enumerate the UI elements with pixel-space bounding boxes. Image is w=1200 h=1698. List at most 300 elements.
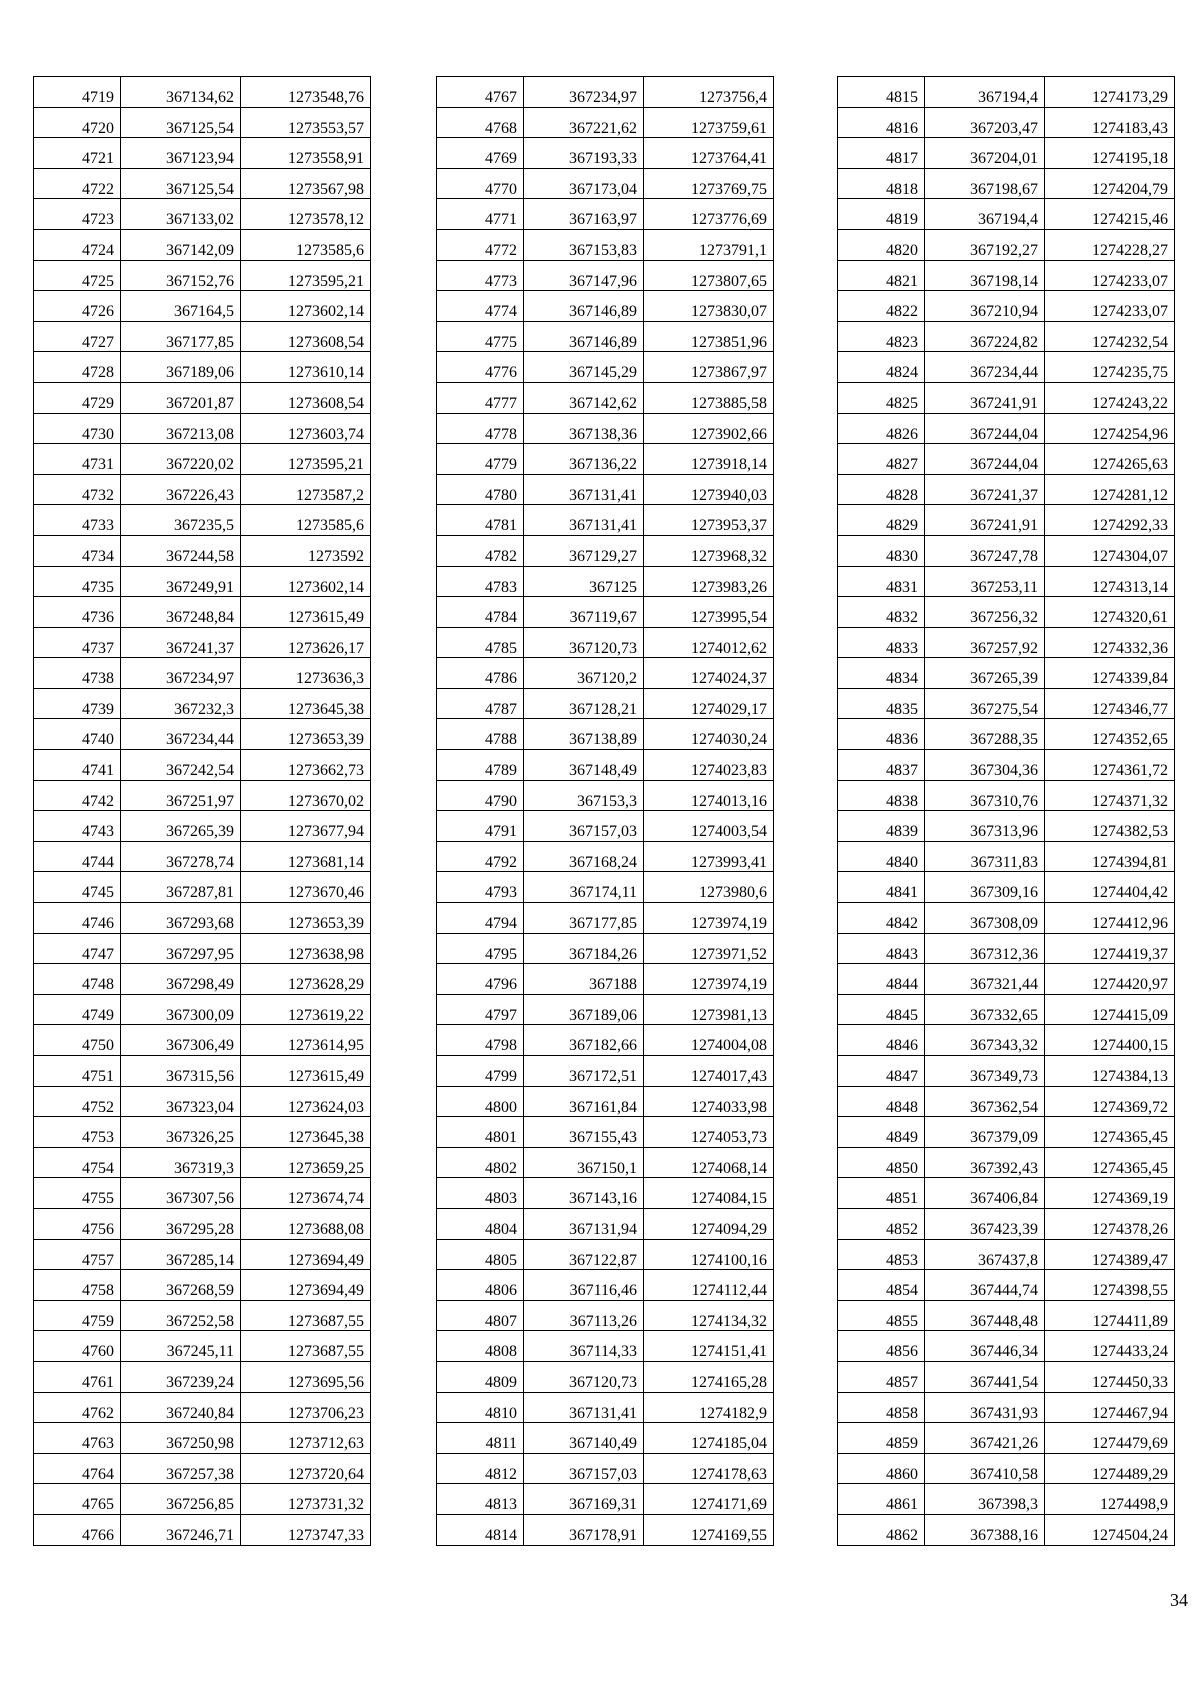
- x-coordinate-cell: 367275,54: [925, 688, 1045, 719]
- point-number-cell: 4813: [437, 1484, 524, 1515]
- y-coordinate-cell: 1274215,46: [1045, 199, 1175, 230]
- y-coordinate-cell: 1273653,39: [241, 903, 371, 934]
- y-coordinate-cell: 1274346,77: [1045, 688, 1175, 719]
- table-row: [838, 1331, 1175, 1362]
- point-number-cell: 4752: [34, 1086, 121, 1117]
- x-coordinate-cell: 367213,08: [121, 413, 241, 444]
- y-coordinate-cell: 1274151,41: [644, 1331, 774, 1362]
- y-coordinate-cell: 1274467,94: [1045, 1392, 1175, 1423]
- x-coordinate-cell: 367224,82: [925, 321, 1045, 352]
- x-coordinate-cell: 367398,3: [925, 1484, 1045, 1515]
- point-number-cell: 4736: [34, 597, 121, 628]
- table-row: [437, 1147, 774, 1178]
- point-number-cell: 4857: [838, 1361, 925, 1392]
- table-row: [34, 566, 371, 597]
- y-coordinate-cell: 1274378,26: [1045, 1208, 1175, 1239]
- table-row: [34, 199, 371, 230]
- y-coordinate-cell: 1274003,54: [644, 811, 774, 842]
- table-row: [437, 1361, 774, 1392]
- table-row: [838, 1056, 1175, 1087]
- y-coordinate-cell: 1274030,24: [644, 719, 774, 750]
- y-coordinate-cell: 1274400,15: [1045, 1025, 1175, 1056]
- table-row: [437, 841, 774, 872]
- y-coordinate-cell: 1273553,57: [241, 107, 371, 138]
- y-coordinate-cell: 1273670,46: [241, 872, 371, 903]
- point-number-cell: 4734: [34, 535, 121, 566]
- point-number-cell: 4824: [838, 352, 925, 383]
- y-coordinate-cell: 1273971,52: [644, 933, 774, 964]
- x-coordinate-cell: 367297,95: [121, 933, 241, 964]
- table-row: [34, 1300, 371, 1331]
- table-row: [838, 138, 1175, 169]
- y-coordinate-cell: 1274292,33: [1045, 505, 1175, 536]
- point-number-cell: 4737: [34, 627, 121, 658]
- y-coordinate-cell: 1274195,18: [1045, 138, 1175, 169]
- y-coordinate-cell: 1274024,37: [644, 658, 774, 689]
- table-row: [838, 199, 1175, 230]
- y-coordinate-cell: 1274178,63: [644, 1453, 774, 1484]
- point-number-cell: 4860: [838, 1453, 925, 1484]
- x-coordinate-cell: 367161,84: [524, 1086, 644, 1117]
- x-coordinate-cell: 367421,26: [925, 1423, 1045, 1454]
- y-coordinate-cell: 1273764,41: [644, 138, 774, 169]
- point-number-cell: 4829: [838, 505, 925, 536]
- x-coordinate-cell: 367437,8: [925, 1239, 1045, 1270]
- table-row: [437, 229, 774, 260]
- x-coordinate-cell: 367193,33: [524, 138, 644, 169]
- point-number-cell: 4773: [437, 260, 524, 291]
- point-number-cell: 4780: [437, 474, 524, 505]
- point-number-cell: 4769: [437, 138, 524, 169]
- table-row: [437, 1423, 774, 1454]
- table-row: [437, 352, 774, 383]
- point-number-cell: 4746: [34, 903, 121, 934]
- coordinates-table-1: [33, 76, 371, 1546]
- table-row: [34, 1514, 371, 1545]
- table-row: [34, 872, 371, 903]
- x-coordinate-cell: 367252,58: [121, 1300, 241, 1331]
- y-coordinate-cell: 1274183,43: [1045, 107, 1175, 138]
- point-number-cell: 4739: [34, 688, 121, 719]
- point-number-cell: 4804: [437, 1208, 524, 1239]
- table-row: [34, 964, 371, 995]
- point-number-cell: 4852: [838, 1208, 925, 1239]
- x-coordinate-cell: 367131,94: [524, 1208, 644, 1239]
- point-number-cell: 4823: [838, 321, 925, 352]
- table-row: [838, 474, 1175, 505]
- y-coordinate-cell: 1274450,33: [1045, 1361, 1175, 1392]
- x-coordinate-cell: 367125: [524, 566, 644, 597]
- x-coordinate-cell: 367146,89: [524, 291, 644, 322]
- table-row: [838, 1147, 1175, 1178]
- y-coordinate-cell: 1274235,75: [1045, 352, 1175, 383]
- point-number-cell: 4719: [34, 77, 121, 108]
- point-number-cell: 4797: [437, 994, 524, 1025]
- x-coordinate-cell: 367265,39: [121, 811, 241, 842]
- x-coordinate-cell: 367315,56: [121, 1056, 241, 1087]
- x-coordinate-cell: 367287,81: [121, 872, 241, 903]
- y-coordinate-cell: 1274112,44: [644, 1270, 774, 1301]
- point-number-cell: 4751: [34, 1056, 121, 1087]
- point-number-cell: 4792: [437, 841, 524, 872]
- x-coordinate-cell: 367379,09: [925, 1117, 1045, 1148]
- table-row: [838, 1423, 1175, 1454]
- y-coordinate-cell: 1274033,98: [644, 1086, 774, 1117]
- table-row: [838, 658, 1175, 689]
- table-row: [437, 903, 774, 934]
- x-coordinate-cell: 367343,32: [925, 1025, 1045, 1056]
- point-number-cell: 4819: [838, 199, 925, 230]
- table-row: [437, 872, 774, 903]
- point-number-cell: 4834: [838, 658, 925, 689]
- y-coordinate-cell: 1274419,37: [1045, 933, 1175, 964]
- y-coordinate-cell: 1273687,55: [241, 1300, 371, 1331]
- y-coordinate-cell: 1274100,16: [644, 1239, 774, 1270]
- x-coordinate-cell: 367143,16: [524, 1178, 644, 1209]
- table-row: [838, 964, 1175, 995]
- point-number-cell: 4826: [838, 413, 925, 444]
- x-coordinate-cell: 367244,58: [121, 535, 241, 566]
- y-coordinate-cell: 1273578,12: [241, 199, 371, 230]
- x-coordinate-cell: 367192,27: [925, 229, 1045, 260]
- table-body: [34, 77, 371, 1546]
- x-coordinate-cell: 367256,85: [121, 1484, 241, 1515]
- point-number-cell: 4766: [34, 1514, 121, 1545]
- table-row: [838, 229, 1175, 260]
- point-number-cell: 4757: [34, 1239, 121, 1270]
- point-number-cell: 4791: [437, 811, 524, 842]
- table-row: [437, 321, 774, 352]
- table-row: [34, 229, 371, 260]
- y-coordinate-cell: 1274265,63: [1045, 444, 1175, 475]
- y-coordinate-cell: 1274204,79: [1045, 168, 1175, 199]
- table-row: [838, 1208, 1175, 1239]
- table-row: [838, 444, 1175, 475]
- x-coordinate-cell: 367148,49: [524, 750, 644, 781]
- table-row: [838, 505, 1175, 536]
- table-row: [838, 811, 1175, 842]
- y-coordinate-cell: 1273940,03: [644, 474, 774, 505]
- table-row: [34, 138, 371, 169]
- y-coordinate-cell: 1273995,54: [644, 597, 774, 628]
- table-row: [838, 872, 1175, 903]
- table-row: [34, 107, 371, 138]
- point-number-cell: 4796: [437, 964, 524, 995]
- x-coordinate-cell: 367253,11: [925, 566, 1045, 597]
- x-coordinate-cell: 367157,03: [524, 811, 644, 842]
- x-coordinate-cell: 367189,06: [121, 352, 241, 383]
- y-coordinate-cell: 1273610,14: [241, 352, 371, 383]
- x-coordinate-cell: 367131,41: [524, 505, 644, 536]
- point-number-cell: 4810: [437, 1392, 524, 1423]
- table-row: [838, 750, 1175, 781]
- x-coordinate-cell: 367326,25: [121, 1117, 241, 1148]
- y-coordinate-cell: 1274012,62: [644, 627, 774, 658]
- x-coordinate-cell: 367116,46: [524, 1270, 644, 1301]
- x-coordinate-cell: 367201,87: [121, 382, 241, 413]
- point-number-cell: 4760: [34, 1331, 121, 1362]
- table-row: [437, 168, 774, 199]
- x-coordinate-cell: 367122,87: [524, 1239, 644, 1270]
- y-coordinate-cell: 1274332,36: [1045, 627, 1175, 658]
- y-coordinate-cell: 1273807,65: [644, 260, 774, 291]
- coordinates-table-2: [436, 76, 774, 1546]
- x-coordinate-cell: 367307,56: [121, 1178, 241, 1209]
- x-coordinate-cell: 367310,76: [925, 780, 1045, 811]
- y-coordinate-cell: 1273645,38: [241, 688, 371, 719]
- y-coordinate-cell: 1274420,97: [1045, 964, 1175, 995]
- x-coordinate-cell: 367306,49: [121, 1025, 241, 1056]
- y-coordinate-cell: 1273645,38: [241, 1117, 371, 1148]
- x-coordinate-cell: 367410,58: [925, 1453, 1045, 1484]
- point-number-cell: 4837: [838, 750, 925, 781]
- table-row: [34, 1484, 371, 1515]
- y-coordinate-cell: 1273695,56: [241, 1361, 371, 1392]
- table-row: [34, 1392, 371, 1423]
- point-number-cell: 4777: [437, 382, 524, 413]
- y-coordinate-cell: 1273592: [241, 535, 371, 566]
- point-number-cell: 4724: [34, 229, 121, 260]
- table-row: [838, 688, 1175, 719]
- table-row: [838, 627, 1175, 658]
- y-coordinate-cell: 1273615,49: [241, 1056, 371, 1087]
- point-number-cell: 4733: [34, 505, 121, 536]
- table-row: [34, 1086, 371, 1117]
- point-number-cell: 4725: [34, 260, 121, 291]
- x-coordinate-cell: 367203,47: [925, 107, 1045, 138]
- table-row: [437, 535, 774, 566]
- table-row: [838, 413, 1175, 444]
- table-row: [34, 168, 371, 199]
- table-row: [437, 933, 774, 964]
- point-number-cell: 4785: [437, 627, 524, 658]
- x-coordinate-cell: 367125,54: [121, 107, 241, 138]
- y-coordinate-cell: 1274433,24: [1045, 1331, 1175, 1362]
- table-row: [437, 1484, 774, 1515]
- table-row: [34, 1361, 371, 1392]
- point-number-cell: 4735: [34, 566, 121, 597]
- x-coordinate-cell: 367446,34: [925, 1331, 1045, 1362]
- y-coordinate-cell: 1273602,14: [241, 566, 371, 597]
- point-number-cell: 4809: [437, 1361, 524, 1392]
- table-row: [437, 1086, 774, 1117]
- x-coordinate-cell: 367153,3: [524, 780, 644, 811]
- table-row: [437, 750, 774, 781]
- point-number-cell: 4843: [838, 933, 925, 964]
- table-row: [838, 903, 1175, 934]
- table-row: [838, 933, 1175, 964]
- x-coordinate-cell: 367133,02: [121, 199, 241, 230]
- y-coordinate-cell: 1273776,69: [644, 199, 774, 230]
- y-coordinate-cell: 1274023,83: [644, 750, 774, 781]
- y-coordinate-cell: 1273759,61: [644, 107, 774, 138]
- point-number-cell: 4854: [838, 1270, 925, 1301]
- y-coordinate-cell: 1274232,54: [1045, 321, 1175, 352]
- y-coordinate-cell: 1273681,14: [241, 841, 371, 872]
- point-number-cell: 4802: [437, 1147, 524, 1178]
- x-coordinate-cell: 367138,36: [524, 413, 644, 444]
- y-coordinate-cell: 1274382,53: [1045, 811, 1175, 842]
- x-coordinate-cell: 367250,98: [121, 1423, 241, 1454]
- point-number-cell: 4846: [838, 1025, 925, 1056]
- y-coordinate-cell: 1274017,43: [644, 1056, 774, 1087]
- y-coordinate-cell: 1274165,28: [644, 1361, 774, 1392]
- x-coordinate-cell: 367265,39: [925, 658, 1045, 689]
- y-coordinate-cell: 1273953,37: [644, 505, 774, 536]
- y-coordinate-cell: 1274404,42: [1045, 872, 1175, 903]
- x-coordinate-cell: 367448,48: [925, 1300, 1045, 1331]
- point-number-cell: 4825: [838, 382, 925, 413]
- table-row: [437, 1208, 774, 1239]
- table-row: [437, 627, 774, 658]
- y-coordinate-cell: 1274281,12: [1045, 474, 1175, 505]
- table-row: [437, 1117, 774, 1148]
- point-number-cell: 4763: [34, 1423, 121, 1454]
- point-number-cell: 4848: [838, 1086, 925, 1117]
- y-coordinate-cell: 1273980,6: [644, 872, 774, 903]
- y-coordinate-cell: 1274313,14: [1045, 566, 1175, 597]
- point-number-cell: 4817: [838, 138, 925, 169]
- point-number-cell: 4831: [838, 566, 925, 597]
- x-coordinate-cell: 367241,37: [925, 474, 1045, 505]
- point-number-cell: 4782: [437, 535, 524, 566]
- y-coordinate-cell: 1273587,2: [241, 474, 371, 505]
- x-coordinate-cell: 367150,1: [524, 1147, 644, 1178]
- table-row: [34, 321, 371, 352]
- y-coordinate-cell: 1273885,58: [644, 382, 774, 413]
- x-coordinate-cell: 367235,5: [121, 505, 241, 536]
- x-coordinate-cell: 367198,67: [925, 168, 1045, 199]
- y-coordinate-cell: 1273974,19: [644, 964, 774, 995]
- table-row: [838, 77, 1175, 108]
- table-row: [34, 719, 371, 750]
- point-number-cell: 4818: [838, 168, 925, 199]
- x-coordinate-cell: 367308,09: [925, 903, 1045, 934]
- x-coordinate-cell: 367194,4: [925, 77, 1045, 108]
- table-row: [437, 413, 774, 444]
- x-coordinate-cell: 367169,31: [524, 1484, 644, 1515]
- x-coordinate-cell: 367298,49: [121, 964, 241, 995]
- point-number-cell: 4845: [838, 994, 925, 1025]
- y-coordinate-cell: 1274394,81: [1045, 841, 1175, 872]
- x-coordinate-cell: 367249,91: [121, 566, 241, 597]
- x-coordinate-cell: 367241,91: [925, 382, 1045, 413]
- y-coordinate-cell: 1273983,26: [644, 566, 774, 597]
- coordinates-table-3: [837, 76, 1175, 1546]
- y-coordinate-cell: 1273687,55: [241, 1331, 371, 1362]
- table-row: [838, 321, 1175, 352]
- table-row: [437, 291, 774, 322]
- table-row: [437, 566, 774, 597]
- point-number-cell: 4779: [437, 444, 524, 475]
- table-row: [34, 780, 371, 811]
- y-coordinate-cell: 1274320,61: [1045, 597, 1175, 628]
- y-coordinate-cell: 1274415,09: [1045, 994, 1175, 1025]
- y-coordinate-cell: 1274339,84: [1045, 658, 1175, 689]
- y-coordinate-cell: 1273830,07: [644, 291, 774, 322]
- point-number-cell: 4861: [838, 1484, 925, 1515]
- point-number-cell: 4801: [437, 1117, 524, 1148]
- table-row: [838, 780, 1175, 811]
- point-number-cell: 4759: [34, 1300, 121, 1331]
- point-number-cell: 4822: [838, 291, 925, 322]
- x-coordinate-cell: 367188: [524, 964, 644, 995]
- point-number-cell: 4816: [838, 107, 925, 138]
- table-row: [838, 1453, 1175, 1484]
- table-row: [437, 780, 774, 811]
- table-row: [34, 1208, 371, 1239]
- table-row: [437, 1300, 774, 1331]
- y-coordinate-cell: 1274365,45: [1045, 1147, 1175, 1178]
- point-number-cell: 4795: [437, 933, 524, 964]
- x-coordinate-cell: 367125,54: [121, 168, 241, 199]
- x-coordinate-cell: 367174,11: [524, 872, 644, 903]
- table-row: [838, 352, 1175, 383]
- point-number-cell: 4774: [437, 291, 524, 322]
- y-coordinate-cell: 1273993,41: [644, 841, 774, 872]
- point-number-cell: 4844: [838, 964, 925, 995]
- table-row: [838, 1117, 1175, 1148]
- x-coordinate-cell: 367300,09: [121, 994, 241, 1025]
- point-number-cell: 4859: [838, 1423, 925, 1454]
- point-number-cell: 4821: [838, 260, 925, 291]
- x-coordinate-cell: 367120,73: [524, 627, 644, 658]
- y-coordinate-cell: 1273636,3: [241, 658, 371, 689]
- point-number-cell: 4839: [838, 811, 925, 842]
- x-coordinate-cell: 367119,67: [524, 597, 644, 628]
- point-number-cell: 4811: [437, 1423, 524, 1454]
- point-number-cell: 4788: [437, 719, 524, 750]
- point-number-cell: 4772: [437, 229, 524, 260]
- x-coordinate-cell: 367146,89: [524, 321, 644, 352]
- y-coordinate-cell: 1274352,65: [1045, 719, 1175, 750]
- point-number-cell: 4731: [34, 444, 121, 475]
- y-coordinate-cell: 1274371,32: [1045, 780, 1175, 811]
- table-row: [437, 597, 774, 628]
- point-number-cell: 4758: [34, 1270, 121, 1301]
- point-number-cell: 4762: [34, 1392, 121, 1423]
- y-coordinate-cell: 1273626,17: [241, 627, 371, 658]
- x-coordinate-cell: 367172,51: [524, 1056, 644, 1087]
- table-row: [437, 1239, 774, 1270]
- table-row: [838, 1086, 1175, 1117]
- point-number-cell: 4853: [838, 1239, 925, 1270]
- y-coordinate-cell: 1273851,96: [644, 321, 774, 352]
- point-number-cell: 4738: [34, 658, 121, 689]
- table-row: [838, 291, 1175, 322]
- y-coordinate-cell: 1274384,13: [1045, 1056, 1175, 1087]
- point-number-cell: 4789: [437, 750, 524, 781]
- x-coordinate-cell: 367153,83: [524, 229, 644, 260]
- table-row: [838, 841, 1175, 872]
- table-row: [437, 77, 774, 108]
- point-number-cell: 4794: [437, 903, 524, 934]
- y-coordinate-cell: 1273747,33: [241, 1514, 371, 1545]
- x-coordinate-cell: 367113,26: [524, 1300, 644, 1331]
- y-coordinate-cell: 1273677,94: [241, 811, 371, 842]
- x-coordinate-cell: 367114,33: [524, 1331, 644, 1362]
- point-number-cell: 4827: [838, 444, 925, 475]
- table-row: [437, 138, 774, 169]
- table-row: [437, 1331, 774, 1362]
- y-coordinate-cell: 1274411,89: [1045, 1300, 1175, 1331]
- point-number-cell: 4754: [34, 1147, 121, 1178]
- table-row: [838, 535, 1175, 566]
- y-coordinate-cell: 1274185,04: [644, 1423, 774, 1454]
- point-number-cell: 4749: [34, 994, 121, 1025]
- y-coordinate-cell: 1274094,29: [644, 1208, 774, 1239]
- table-row: [838, 1514, 1175, 1545]
